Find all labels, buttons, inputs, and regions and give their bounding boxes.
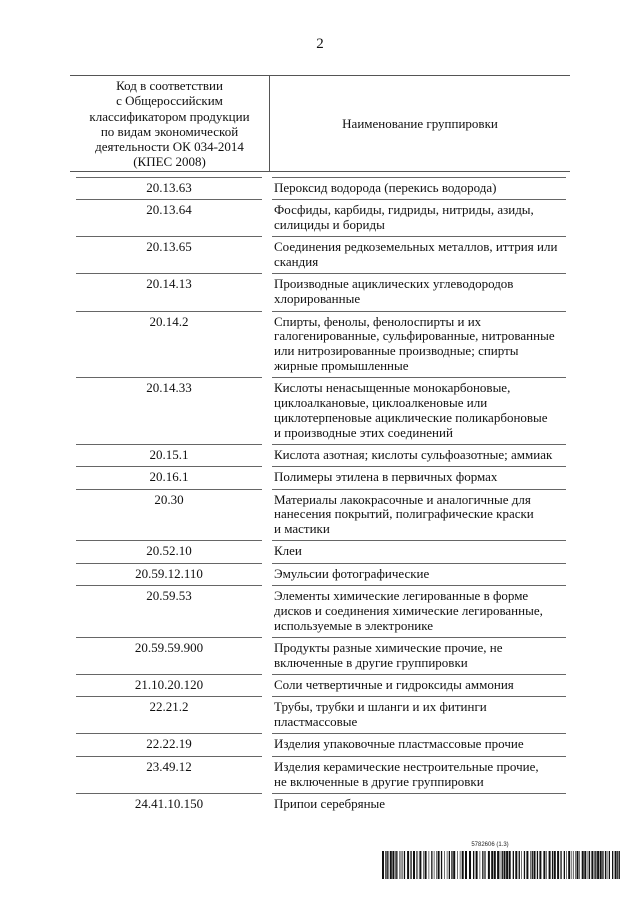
barcode-bar <box>425 851 427 879</box>
group-name <box>272 733 566 755</box>
barcode-bar <box>431 851 432 879</box>
header-code-line: классификатором продукции <box>89 108 250 124</box>
group-name-line: скандия <box>274 254 319 270</box>
group-name-line: Элементы химические легированные в форме <box>274 588 529 604</box>
barcode-bar <box>476 851 478 879</box>
header-code-line: (КПЕС 2008) <box>133 154 206 170</box>
barcode-bar <box>589 851 590 879</box>
barcode-bar <box>482 851 483 879</box>
barcode-bar <box>453 851 455 879</box>
barcode-bar <box>485 851 486 879</box>
table-row <box>70 444 570 466</box>
header-code-line: деятельности ОК 034-2014 <box>95 139 244 155</box>
group-name-line: силициды и бориды <box>274 217 385 233</box>
barcode-bar <box>404 851 405 879</box>
group-name-line: Кислота азотная; кислоты сульфоазотные; аммиак <box>274 446 553 462</box>
group-name-line: Соединения редкоземельных металлов, иттрия или <box>274 239 558 255</box>
group-name <box>272 444 566 466</box>
table-row <box>70 199 570 236</box>
header-code-line: с Общероссийским <box>116 93 223 109</box>
barcode-bar <box>564 851 565 879</box>
group-name-line: Кислоты ненасыщенные монокарбоновые, <box>274 380 511 396</box>
barcode-bar <box>410 851 411 879</box>
table-row <box>70 585 570 637</box>
group-name <box>272 674 566 696</box>
okpd-code: 22.21.2 <box>76 696 262 733</box>
table-row <box>70 540 570 562</box>
table-row <box>70 756 570 793</box>
barcode-bar <box>506 851 508 879</box>
barcode-bar <box>549 851 551 879</box>
group-name-line: Изделия упаковочные пластмассовые прочие <box>274 736 524 752</box>
barcode-bar <box>615 851 617 879</box>
barcode-bar <box>460 851 461 879</box>
barcode-bar <box>534 851 536 879</box>
group-name <box>272 585 566 637</box>
barcode-bar <box>491 851 493 879</box>
barcode-bar <box>582 851 584 879</box>
group-name <box>272 273 566 310</box>
barcode-bar <box>451 851 452 879</box>
barcode-bar <box>509 851 511 879</box>
okpd-code: 24.41.10.150 <box>76 793 262 815</box>
barcode-bar <box>591 851 593 879</box>
barcode-bar <box>469 851 471 879</box>
barcode-bar <box>480 851 481 879</box>
barcode-bar <box>573 851 574 879</box>
group-name-line: включенные в другие группировки <box>274 654 468 670</box>
group-name-line: Соли четвертичные и гидроксиды аммония <box>274 677 514 693</box>
barcode-bar <box>617 851 618 879</box>
okpd-code: 20.14.33 <box>76 377 262 444</box>
barcode-bar <box>539 851 541 879</box>
barcode-bar <box>532 851 533 879</box>
barcode-bar <box>441 851 442 879</box>
group-name <box>272 637 566 674</box>
barcode-bar <box>594 851 595 879</box>
barcode-bar <box>566 851 567 879</box>
barcode-bar <box>484 851 485 879</box>
barcode-bar <box>612 851 613 879</box>
barcode-bar <box>575 851 576 879</box>
okpd-code: 20.13.64 <box>76 199 262 236</box>
group-name-line: Спирты, фенолы, фенолоспирты и их <box>274 313 482 329</box>
barcode-bar <box>457 851 458 879</box>
group-name <box>272 377 566 444</box>
okpd-code: 22.22.19 <box>76 733 262 755</box>
group-name <box>272 466 566 488</box>
barcode-bar <box>519 851 520 879</box>
table-row <box>70 466 570 488</box>
barcode-bar <box>568 851 570 879</box>
barcode-bar <box>546 851 547 879</box>
header-name-label: Наименование группировки <box>342 115 498 131</box>
barcode-bar <box>401 851 402 879</box>
group-name <box>272 696 566 733</box>
table-row <box>70 563 570 585</box>
header-code-line: по видам экономической <box>100 123 239 139</box>
header-code-column <box>70 76 270 171</box>
okpd-code: 20.13.65 <box>76 236 262 273</box>
table-row <box>70 696 570 733</box>
group-name <box>272 793 566 815</box>
table-header <box>70 75 570 172</box>
barcode-bar <box>515 851 517 879</box>
table-row <box>70 793 570 815</box>
barcode-bar <box>395 851 396 879</box>
group-name-line: Пероксид водорода (перекись водорода) <box>274 180 497 195</box>
page-number: 2 <box>316 36 324 52</box>
group-name-line: и производные этих соединений <box>274 424 453 440</box>
barcode-bar <box>554 851 556 879</box>
barcode-bar <box>609 851 610 879</box>
group-name-line: не включенные в другие группировки <box>274 773 484 789</box>
group-name <box>272 756 566 793</box>
okpd-code: 23.49.12 <box>76 756 262 793</box>
barcode-bar <box>473 851 474 879</box>
okpd-code: 20.14.2 <box>76 311 262 378</box>
okpd-code: 21.10.20.120 <box>76 674 262 696</box>
barcode-bar <box>579 851 580 879</box>
group-name-line: циклотерпеновые ациклические поликарбоновые <box>274 409 548 425</box>
okpd-code: 20.30 <box>76 489 262 541</box>
barcode-icon <box>382 851 620 879</box>
barcode-bar <box>382 851 384 879</box>
group-name-line: или нитрозированные производные; спирты <box>274 343 519 359</box>
barcode-bar <box>521 851 522 879</box>
group-name-line: жирные промышленные <box>274 357 409 373</box>
okpd-code: 20.13.63 <box>76 177 262 199</box>
group-name-line: Изделия керамические нестроительные прочие, <box>274 758 539 774</box>
group-name-line: Материалы лакокрасочные и аналогичные для <box>274 491 531 507</box>
barcode-bar <box>526 851 528 879</box>
barcode-bar <box>530 851 531 879</box>
group-name-line: Фосфиды, карбиды, гидриды, нитриды, азиды, <box>274 202 534 218</box>
group-name <box>272 311 566 378</box>
barcode-bar <box>407 851 409 879</box>
table-row <box>70 236 570 273</box>
barcode-bar <box>462 851 464 879</box>
barcode-bar <box>572 851 573 879</box>
group-name-line: хлорированные <box>274 291 361 307</box>
barcode-bar <box>607 851 608 879</box>
group-name <box>272 199 566 236</box>
group-name-line: галогенированные, сульфированные, нитрованные <box>274 328 555 344</box>
barcode-bar <box>413 851 415 879</box>
barcode-bar <box>513 851 514 879</box>
barcode-bar <box>552 851 553 879</box>
group-name-line: и мастики <box>274 521 330 537</box>
okpd-code: 20.52.10 <box>76 540 262 562</box>
barcode-bar <box>560 851 561 879</box>
barcode-bar <box>429 851 430 879</box>
group-name-line: Трубы, трубки и шланги и их фитинги <box>274 699 487 715</box>
table-row <box>70 273 570 310</box>
group-name-line: дисков и соединения химические легированные, <box>274 602 543 618</box>
group-name-line: нанесения покрытий, полиграфические краски <box>274 506 534 522</box>
barcode-number: 5782606 (1.3) <box>471 842 509 848</box>
barcode-bar <box>423 851 424 879</box>
barcode-bar <box>436 851 437 879</box>
header-name-column <box>270 76 570 171</box>
group-name-line: циклоалкановые, циклоалкеновые или <box>274 395 488 411</box>
barcode-bar <box>416 851 417 879</box>
barcode-bar <box>488 851 490 879</box>
table-row <box>70 311 570 378</box>
barcode-bar <box>543 851 545 879</box>
table-row <box>70 674 570 696</box>
barcode-bar <box>400 851 401 879</box>
barcode-bar <box>577 851 579 879</box>
barcode-bar <box>497 851 499 879</box>
barcode-bar <box>557 851 559 879</box>
table-row <box>70 637 570 674</box>
group-name-line: пластмассовые <box>274 714 358 730</box>
okpd-code: 20.59.59.900 <box>76 637 262 674</box>
group-name-line: Припои серебряные <box>274 795 386 811</box>
barcode-bar <box>605 851 606 879</box>
barcode-bar <box>595 851 596 879</box>
header-code-line: Код в соответствии <box>116 78 223 93</box>
barcode-bar <box>418 851 419 879</box>
table-row <box>70 177 570 199</box>
group-name <box>272 489 566 541</box>
okpd-code: 20.15.1 <box>76 444 262 466</box>
barcode-bar <box>402 851 403 879</box>
barcode-bar <box>419 851 421 879</box>
barcode-bar <box>502 851 503 879</box>
group-name <box>272 177 566 199</box>
barcode-bar <box>438 851 440 879</box>
barcode-bar <box>465 851 467 879</box>
barcode-bar <box>447 851 448 879</box>
barcode-bar <box>537 851 538 879</box>
barcode-bar <box>385 851 386 879</box>
barcode-bar <box>500 851 501 879</box>
barcode-bar <box>434 851 435 879</box>
group-name-line: используемые в электронике <box>274 617 434 633</box>
table-row <box>70 733 570 755</box>
barcode-bar <box>387 851 388 879</box>
group-name <box>272 563 566 585</box>
barcode-bar <box>588 851 589 879</box>
barcode-bar <box>597 851 599 879</box>
barcode-bar <box>600 851 602 879</box>
barcode-bar <box>449 851 450 879</box>
group-name <box>272 540 566 562</box>
barcode-bar <box>504 851 506 879</box>
barcode-bar <box>444 851 445 879</box>
okpd-code: 20.59.12.110 <box>76 563 262 585</box>
group-name-line: Производные ациклических углеводородов <box>274 276 514 292</box>
group-name-line: Клеи <box>274 543 302 559</box>
barcode-bar <box>619 851 620 879</box>
okpd-code: 20.16.1 <box>76 466 262 488</box>
barcode-bar <box>396 851 397 879</box>
okpd-code: 20.59.53 <box>76 585 262 637</box>
barcode-bar <box>602 851 603 879</box>
barcode-bar <box>584 851 586 879</box>
group-name-line: Продукты разные химические прочие, не <box>274 639 503 655</box>
group-name <box>272 236 566 273</box>
group-name-line: Эмульсии фотографические <box>274 565 430 581</box>
barcode-bar <box>494 851 496 879</box>
barcode-bar <box>392 851 394 879</box>
table-body <box>70 177 570 815</box>
table-row <box>70 489 570 541</box>
barcode-bar <box>524 851 525 879</box>
group-name-line: Полимеры этилена в первичных формах <box>274 469 498 485</box>
table-row <box>70 377 570 444</box>
okpd-code: 20.14.13 <box>76 273 262 310</box>
barcode-bar <box>390 851 392 879</box>
